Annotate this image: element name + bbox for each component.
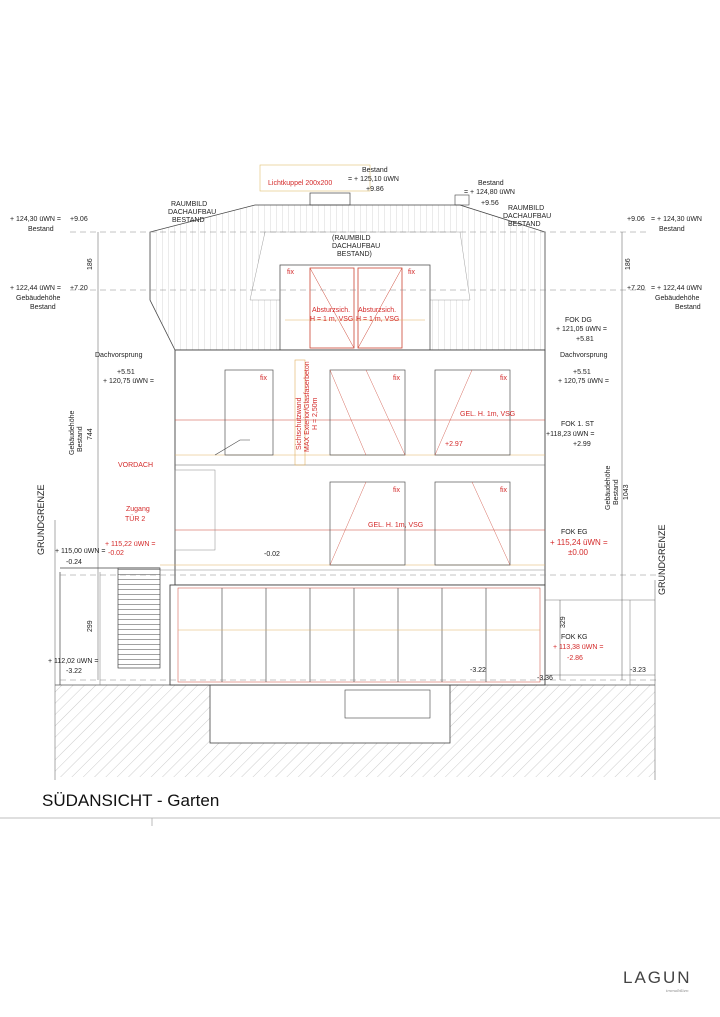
geb-right-label-1: Gebäudehöhe	[605, 465, 612, 510]
bestand-top-height: +9.86	[366, 186, 384, 193]
fix-label: fix	[260, 375, 267, 382]
lichtkuppel-label: Lichtkuppel 200x200	[268, 180, 333, 187]
grundgrenze-right: GRUNDGRENZE	[657, 524, 667, 595]
dachvorsprung-left-height: +5.51	[117, 369, 135, 376]
dachvorsprung-left: Dachvorsprung	[95, 352, 143, 359]
height-297: +2.97	[445, 441, 463, 448]
sicht-1: Sichtschutzwand	[296, 397, 303, 450]
fok-dg-label: FOK DG	[565, 317, 592, 324]
absturz-2: Absturzsich.	[358, 307, 397, 314]
bestand-top-label: Bestand	[362, 167, 388, 174]
right-top-value: = + 124,30 üWN	[651, 216, 702, 223]
geb-right-label-2: Bestand	[613, 479, 620, 505]
left-geb-label-2: Bestand	[30, 304, 56, 311]
height-m322: -3.22	[470, 667, 486, 674]
building-body	[160, 350, 545, 585]
fix-label: fix	[500, 487, 507, 494]
raumbild-right-1: RAUMBILD	[508, 205, 545, 212]
right-geb-label-1: Gebäudehöhe	[655, 295, 700, 302]
height-m323: -3.23	[630, 667, 646, 674]
dachvorsprung-right-height: +5.51	[573, 369, 591, 376]
fok-kg-label: FOK KG	[561, 634, 588, 641]
bestand-right-label: Bestand	[478, 180, 504, 187]
raumbild-mid-2: DACHAUFBAU	[332, 243, 381, 250]
fok-1st-height: +2.99	[573, 441, 591, 448]
fok-1st-value: +118,23 üWN =	[546, 431, 595, 438]
red-115-value: + 115,22 üWN =	[105, 541, 156, 548]
fok-kg-height: -2.86	[567, 655, 583, 662]
ground-section	[55, 685, 655, 777]
dachvorsprung-right-value: + 120,75 üWN =	[558, 378, 609, 385]
left-top-label: Bestand	[28, 226, 54, 233]
gel-label-1: GEL. H. 1m, VSG	[460, 411, 516, 418]
grundgrenze-left: GRUNDGRENZE	[36, 484, 46, 555]
right-top-height: +9.06	[627, 216, 645, 223]
right-top-label: Bestand	[659, 226, 685, 233]
dim-1043: 1043	[623, 484, 630, 500]
dim-186-right: 186	[625, 258, 632, 270]
absturz-1: Absturzsich.	[312, 307, 351, 314]
eg-height-m002: -0.02	[264, 551, 280, 558]
fix-label: fix	[393, 487, 400, 494]
dachvorsprung-right: Dachvorsprung	[560, 352, 608, 359]
left-kg-value: + 112,02 üWN =	[48, 658, 99, 665]
fix-label: fix	[408, 269, 415, 276]
dim-329: 329	[560, 616, 567, 628]
lagun-logo: LAGUN	[623, 968, 692, 987]
raumbild-mid-3: BESTAND)	[337, 251, 372, 258]
geb-left-label-1: Gebäudehöhe	[69, 410, 76, 455]
fok-kg-value: + 113,38 üWN =	[553, 644, 604, 651]
left-geb-height: +7.20	[70, 285, 88, 292]
right-geb-height: +7.20	[627, 285, 645, 292]
fix-label: fix	[393, 375, 400, 382]
fix-label: fix	[500, 375, 507, 382]
left-eg-value: + 115,00 üWN =	[55, 548, 106, 555]
dormer-windows	[280, 265, 430, 350]
sicht-3: H = 2,50m	[312, 397, 319, 430]
fok-eg-value: + 115,24 üWN =	[550, 538, 608, 547]
dachvorsprung-left-value: + 120,75 üWN =	[103, 378, 154, 385]
fok-eg-height: ±0.00	[568, 548, 588, 557]
right-geb-label-2: Bestand	[675, 304, 701, 311]
raumbild-mid-1: (RAUMBILD	[332, 235, 371, 242]
left-geb-label-1: Gebäudehöhe	[16, 295, 61, 302]
raumbild-left-2: DACHAUFBAU	[168, 209, 217, 216]
gel-label-2: GEL. H. 1m, VSG	[368, 522, 424, 529]
fok-dg-value: + 121,05 üWN =	[556, 326, 607, 333]
vordach-label: VORDACH	[118, 462, 154, 469]
absturz-1b: H = 1 m, VSG	[310, 316, 354, 323]
bestand-right-value: = + 124,80 üWN	[464, 189, 515, 196]
dim-299: 299	[87, 620, 94, 632]
height-m336: -3.36	[537, 675, 553, 682]
raumbild-left-1: RAUMBILD	[171, 201, 208, 208]
right-geb-value: = + 122,44 üWN	[651, 285, 702, 292]
raumbild-right-2: DACHAUFBAU	[503, 213, 552, 220]
dim-744: 744	[87, 428, 94, 440]
red-002-height: -0.02	[108, 550, 124, 557]
absturz-2b: H = 1 m, VSG	[356, 316, 400, 323]
fok-eg-label: FOK EG	[561, 529, 588, 536]
dim-186-left: 186	[87, 258, 94, 270]
left-eg-height: -0.24	[66, 559, 82, 566]
left-geb-value: + 122,44 üWN =	[10, 285, 61, 292]
basement-glazing	[170, 585, 545, 685]
zugang-label: Zugang	[126, 506, 150, 513]
logo-tagline: immobilien	[666, 988, 689, 993]
raumbild-left-3: BESTAND	[172, 217, 205, 224]
fix-label: fix	[287, 269, 294, 276]
sicht-2: MAX Exterior/Glasfaserbeton	[304, 361, 311, 452]
bestand-right-height: +9.56	[481, 200, 499, 207]
drawing-title: SÜDANSICHT - Garten	[42, 791, 220, 810]
bestand-top-value: = + 125,10 üWN	[348, 176, 399, 183]
left-top-height: +9.06	[70, 216, 88, 223]
fok-1st-label: FOK 1. ST	[561, 421, 595, 428]
geb-left-label-2: Bestand	[77, 426, 84, 452]
left-kg-height: -3.22	[66, 668, 82, 675]
left-top-value: + 124,30 üWN =	[10, 216, 61, 223]
raumbild-right-3: BESTAND	[508, 221, 541, 228]
tuer-label: TÜR 2	[125, 516, 146, 523]
fok-dg-height: +5.81	[576, 336, 594, 343]
